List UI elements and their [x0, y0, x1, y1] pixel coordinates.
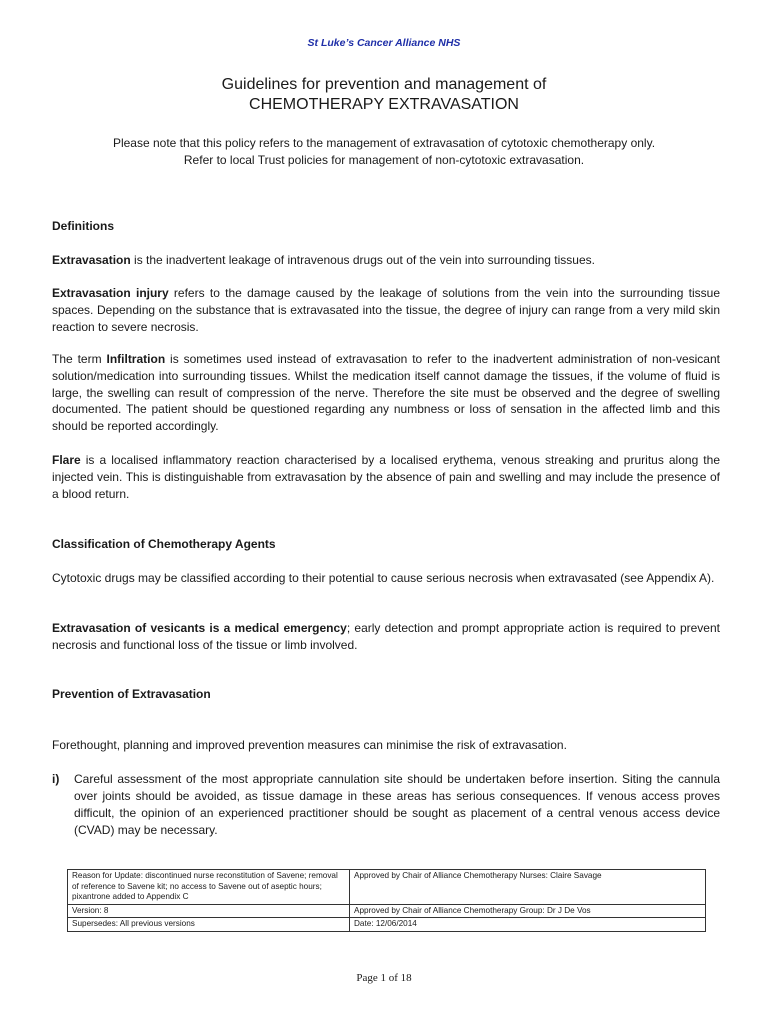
definition-text: is sometimes used instead of extravasation to refer to the inadvertent administration of non-vesicant solution/medication into surrounding tissues. Whilst the medication itself cannot damage the tissues, if the volume of fluid is large, the swelling can result of compression of the nerve. Therefore the site must be observed and the degree of swelling documented. The patient should be questioned regarding any numbness or loss of sensation in the affected limb and this should be reported accordingly. [52, 352, 720, 434]
prevention-intro: Forethought, planning and improved prevention measures can minimise the risk of extravasation. [52, 738, 567, 752]
table-row [68, 918, 706, 932]
approved-group-cell: Approved by Chair of Alliance Chemotherapy Group: Dr J De Vos [350, 904, 706, 918]
table-row [68, 904, 706, 918]
definition-flare [52, 452, 720, 502]
document-control-table [67, 869, 706, 932]
definition-prefix: The term [52, 352, 107, 366]
supersedes-cell: Supersedes: All previous versions [68, 918, 350, 932]
classification-paragraph: Cytotoxic drugs may be classified according to their potential to cause serious necrosis when extravasated (see Appendix A). [52, 571, 715, 585]
classification-heading: Classification of Chemotherapy Agents [52, 537, 276, 551]
definitions-heading: Definitions [52, 219, 114, 233]
paragraph-text: ; early detection and prompt appropriate action is required to prevent necrosis and functional loss of the tissue or limb involved. [52, 621, 720, 652]
definition-extravasation-injury [52, 285, 720, 335]
table-row [68, 870, 706, 905]
term-flare: Flare [52, 453, 81, 467]
definition-extravasation [52, 252, 720, 269]
definition-infiltration [52, 351, 720, 435]
term-vesicant-emergency: Extravasation of vesicants is a medical emergency [52, 621, 347, 635]
approved-nurses-cell: Approved by Chair of Alliance Chemotherapy Nurses: Claire Savage [350, 870, 706, 905]
date-cell: Date: 12/06/2014 [350, 918, 706, 932]
policy-note-line2: Refer to local Trust policies for management of non-cytotoxic extravasation. [183, 153, 585, 167]
document-title-line2: CHEMOTHERAPY EXTRAVASATION [249, 96, 519, 113]
vesicant-emergency-paragraph [52, 620, 720, 654]
document-title-line1: Guidelines for prevention and management of [221, 76, 547, 93]
version-cell: Version: 8 [68, 904, 350, 918]
organisation-name: St Luke’s Cancer Alliance NHS [307, 37, 461, 49]
reason-for-update-cell: Reason for Update: discontinued nurse reconstitution of Savene; removal of reference to Savene kit; no access to Savene out of aseptic hours; pixantrone added to Appendix C [68, 870, 350, 905]
policy-note [0, 135, 768, 169]
policy-note-line1: Please note that this policy refers to the management of extravasation of cytotoxic chemotherapy only. [112, 136, 656, 150]
definition-text: is a localised inflammatory reaction characterised by a localised erythema, venous streaking and pruritus along the injected vein. This is distinguishable from extravasation by the absence of pain and swelling and may include the presence of a blood return. [52, 453, 720, 501]
definition-text: is the inadvertent leakage of intravenous drugs out of the vein into surrounding tissues. [130, 253, 595, 267]
list-item-text: Careful assessment of the most appropriate cannulation site should be undertaken before insertion. Siting the cannula over joints should be avoided, as tissue damage in these areas has serious consequences. If venous access proves difficult, the opinion of an experienced practitioner should be sought as placement of a central venous access device (CVAD) may be necessary. [74, 772, 720, 837]
prevention-heading: Prevention of Extravasation [52, 687, 211, 701]
term-extravasation-injury: Extravasation injury [52, 286, 169, 300]
definition-text: refers to the damage caused by the leakage of solutions from the vein into the surrounding tissue spaces. Depending on the substance that is extravasated into the tissue, the degree of injury can range from a very mild skin reaction to severe necrosis. [52, 286, 720, 334]
term-extravasation: Extravasation [52, 253, 131, 267]
page-number: Page 1 of 18 [356, 972, 412, 984]
list-item-number: i) [52, 772, 60, 786]
term-infiltration: Infiltration [106, 352, 166, 366]
